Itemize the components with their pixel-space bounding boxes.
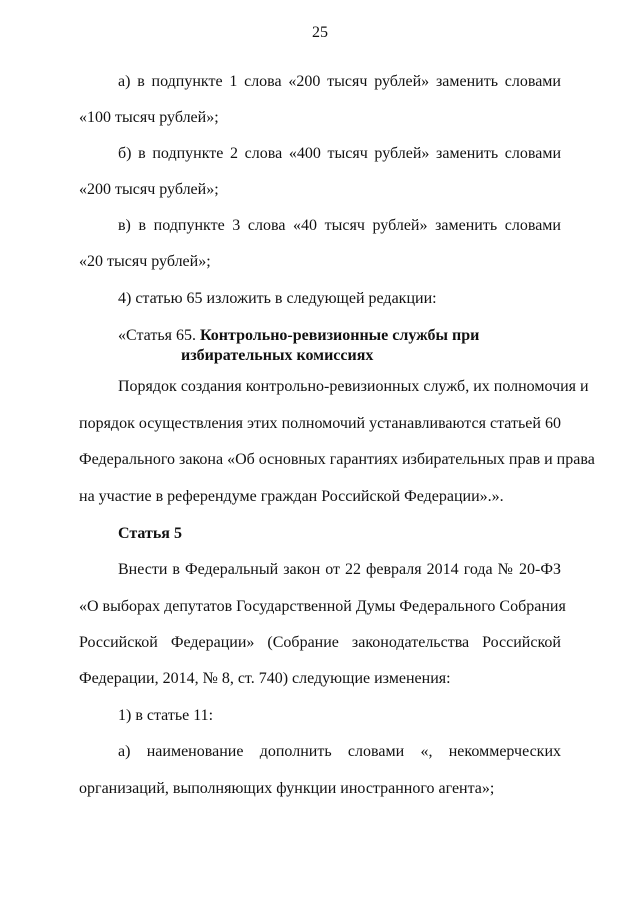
article-title-line-2: избирательных комиссиях	[181, 347, 374, 364]
paragraph-line: Федерации, 2014, № 8, ст. 740) следующие изменения:	[79, 670, 451, 687]
paragraph-line: б) в подпункте 2 слова «400 тысяч рублей» заменить словами	[118, 145, 561, 162]
article-heading	[118, 326, 480, 364]
paragraph-line: «200 тысяч рублей»;	[79, 181, 219, 198]
paragraph-line: а) наименование дополнить словами «, некоммерческих	[118, 743, 561, 760]
paragraph-line: а) в подпункте 1 слова «200 тысяч рублей» заменить словами	[118, 73, 561, 90]
paragraph-line: Порядок создания контрольно-ревизионных служб, их полномочия и	[118, 378, 589, 395]
article-label: «Статья 65.	[118, 327, 196, 344]
paragraph-line: «20 тысяч рублей»;	[79, 253, 211, 270]
paragraph-line: на участие в референдуме граждан Российской Федерации».».	[79, 488, 504, 505]
paragraph-line: 4) статью 65 изложить в следующей редакции:	[118, 290, 437, 307]
paragraph-line: порядок осуществления этих полномочий устанавливаются статьей 60	[79, 415, 561, 432]
paragraph-line: в) в подпункте 3 слова «40 тысяч рублей» заменить словами	[118, 217, 561, 234]
section-heading: Статья 5	[118, 525, 182, 542]
paragraph-line: Российской Федерации» (Собрание законодательства Российской	[79, 634, 561, 651]
article-title-line-1: Контрольно-ревизионные службы при	[199, 327, 480, 344]
paragraph-line: «О выборах депутатов Государственной Думы Федерального Собрания	[79, 598, 566, 615]
paragraph-line: Внести в Федеральный закон от 22 февраля 2014 года № 20-ФЗ	[118, 561, 561, 578]
paragraph-line: «100 тысяч рублей»;	[79, 109, 219, 126]
page-number: 25	[312, 24, 328, 41]
paragraph-line: организаций, выполняющих функции иностранного агента»;	[79, 780, 495, 797]
paragraph-line: 1) в статье 11:	[118, 707, 214, 724]
paragraph-line: Федерального закона «Об основных гарантиях избирательных прав и права	[79, 451, 595, 468]
